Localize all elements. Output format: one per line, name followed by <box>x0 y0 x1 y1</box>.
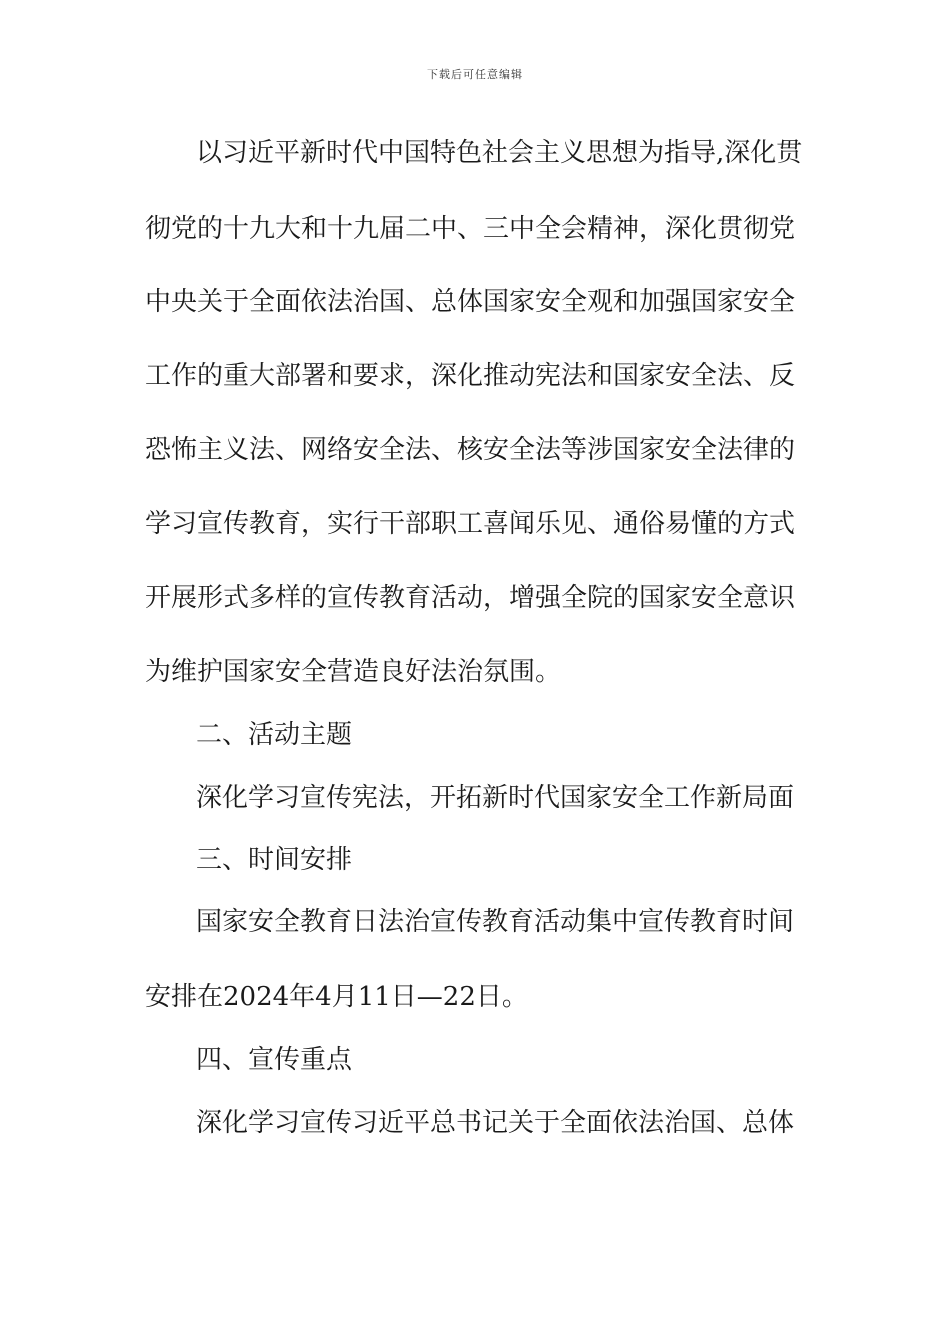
section-heading: 三、时间安排 <box>196 845 353 875</box>
paragraph-line: 安排在2024年4月11日—22日。 <box>145 982 528 1012</box>
paragraph-line: 深化学习宣传宪法，开拓新时代国家安全工作新局面 <box>196 783 795 813</box>
section-heading: 四、宣传重点 <box>196 1045 353 1075</box>
section-heading: 二、活动主题 <box>196 720 353 750</box>
page-header-note: 下载后可任意编辑 <box>427 68 523 81</box>
paragraph-line: 彻党的十九大和十九届二中、三中全会精神，深化贯彻党 <box>145 214 796 244</box>
paragraph-line: 以习近平新时代中国特色社会主义思想为指导,深化贯 <box>196 138 803 168</box>
paragraph-line: 工作的重大部署和要求，深化推动宪法和国家安全法、反 <box>145 361 796 391</box>
paragraph-line: 国家安全教育日法治宣传教育活动集中宣传教育时间 <box>196 907 795 937</box>
paragraph-line: 学习宣传教育，实行干部职工喜闻乐见、通俗易懂的方式 <box>145 509 796 539</box>
paragraph-line: 恐怖主义法、网络安全法、核安全法等涉国家安全法律的 <box>145 435 796 465</box>
paragraph-line: 深化学习宣传习近平总书记关于全面依法治国、总体 <box>196 1108 795 1138</box>
paragraph-line: 开展形式多样的宣传教育活动，增强全院的国家安全意识 <box>145 583 796 613</box>
paragraph-line: 中央关于全面依法治国、总体国家安全观和加强国家安全 <box>145 287 796 317</box>
paragraph-line: 为维护国家安全营造良好法治氛围。 <box>145 657 562 687</box>
